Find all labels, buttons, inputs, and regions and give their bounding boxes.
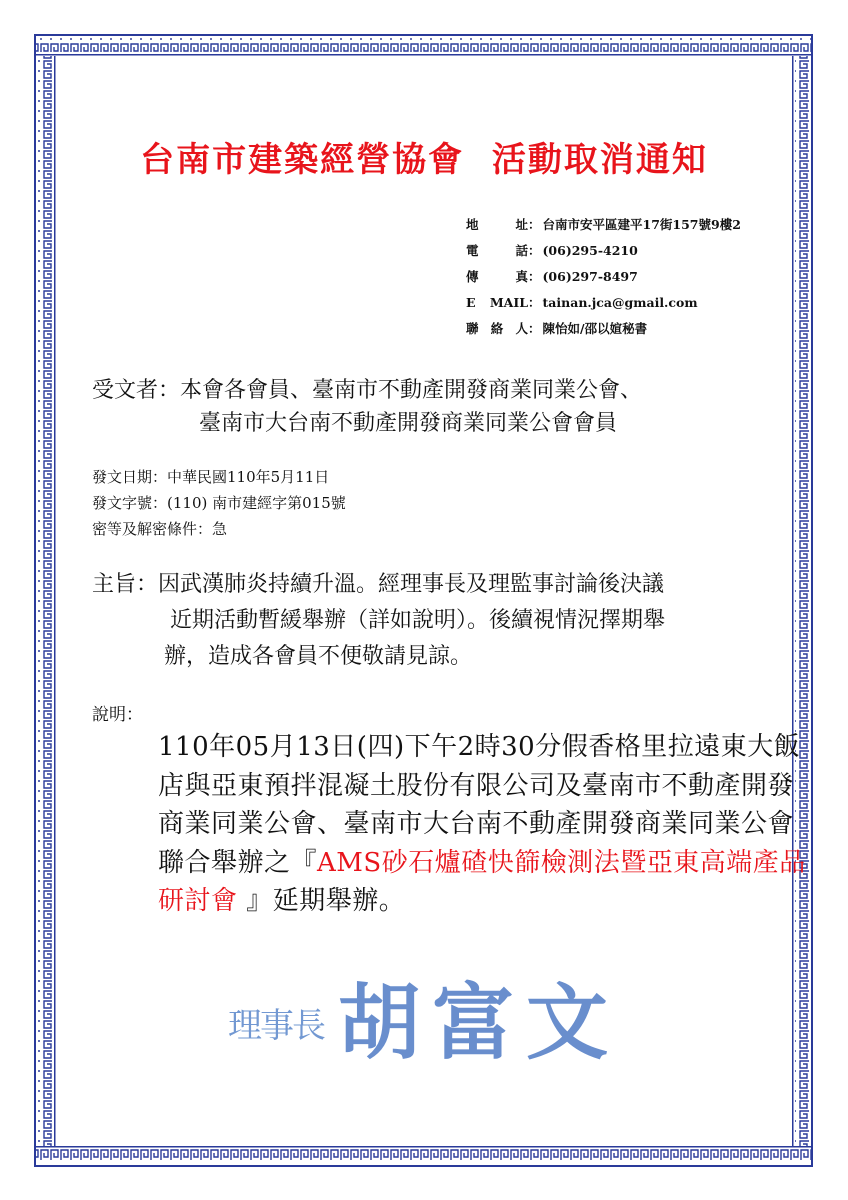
recipient-label: 受文者： [92, 378, 181, 403]
contact-phone: 電 話 ： (06)295-4210 [466, 238, 741, 264]
contact-value: 陳怡如/邵以媗秘書 [542, 321, 648, 336]
contact-label: 傳 真 [466, 269, 528, 284]
contact-person: 聯絡人 ： 陳怡如/邵以媗秘書 [466, 316, 741, 342]
signature-name: 胡富文 [338, 975, 621, 1071]
contact-label: 聯絡人 [466, 321, 528, 336]
chairman-signature-stamp [228, 958, 628, 1088]
explanation-text: 110年05月13日(四)下午2時30分假香格里拉遠東大飯店與亞東預拌混凝土股份有限公司及臺南市不動產開發商業同業公會、臺南市大台南不動產開發商業同業公會聯合舉辦之『 [158, 732, 801, 878]
contact-address: 地 址 ： 台南市安平區建平17街157號9樓2 [466, 212, 741, 238]
contact-email: E MAIL ： tainan.jca@gmail.com [466, 290, 741, 316]
contact-label: 電 話 [466, 243, 528, 258]
recipient-line2: 臺南市大台南不動產開發商業同業公會會員 [199, 411, 618, 436]
recipient-line1: 本會各會員、臺南市不動產開發商業同業公會、 [180, 378, 643, 403]
document-number: 發文字號：(110) 南市建經字第015號 [92, 494, 346, 512]
contact-block [466, 212, 741, 342]
signature-title: 理事長 [228, 1006, 324, 1046]
subject-block [92, 567, 665, 675]
recipient-block [92, 374, 642, 440]
notice-title: 台南市建築經營協會 活動取消通知 [140, 140, 708, 180]
issue-date: 發文日期：中華民國110年5月11日 [92, 468, 330, 486]
contact-label: 地 址 [466, 217, 528, 232]
subject-line3: 辦，造成各會員不便敬請見諒。 [164, 644, 473, 669]
contact-value: (06)297-8497 [542, 269, 638, 284]
explanation-body [158, 728, 808, 921]
contact-value: (06)295-4210 [542, 243, 638, 258]
explanation-ending: 』延期舉辦。 [246, 886, 406, 916]
secrecy-level: 密等及解密條件：急 [92, 520, 228, 538]
subject-line2: 近期活動暫緩舉辦（詳如說明）。後續視情況擇期舉 [170, 608, 666, 633]
contact-value: 台南市安平區建平17街157號9樓2 [542, 217, 741, 232]
event-name: AMS砂石爐碴快篩檢測法暨亞東高端產品研討會 [158, 847, 806, 916]
contact-fax: 傳 真 ： (06)297-8497 [466, 264, 741, 290]
document-meta [92, 464, 346, 542]
explanation-label: 說明： [92, 705, 143, 725]
subject-line1: 主旨：因武漢肺炎持續升溫。經理事長及理監事討論後決議 [92, 572, 665, 597]
contact-label: E MAIL [466, 295, 528, 310]
contact-value: tainan.jca@gmail.com [542, 295, 698, 310]
